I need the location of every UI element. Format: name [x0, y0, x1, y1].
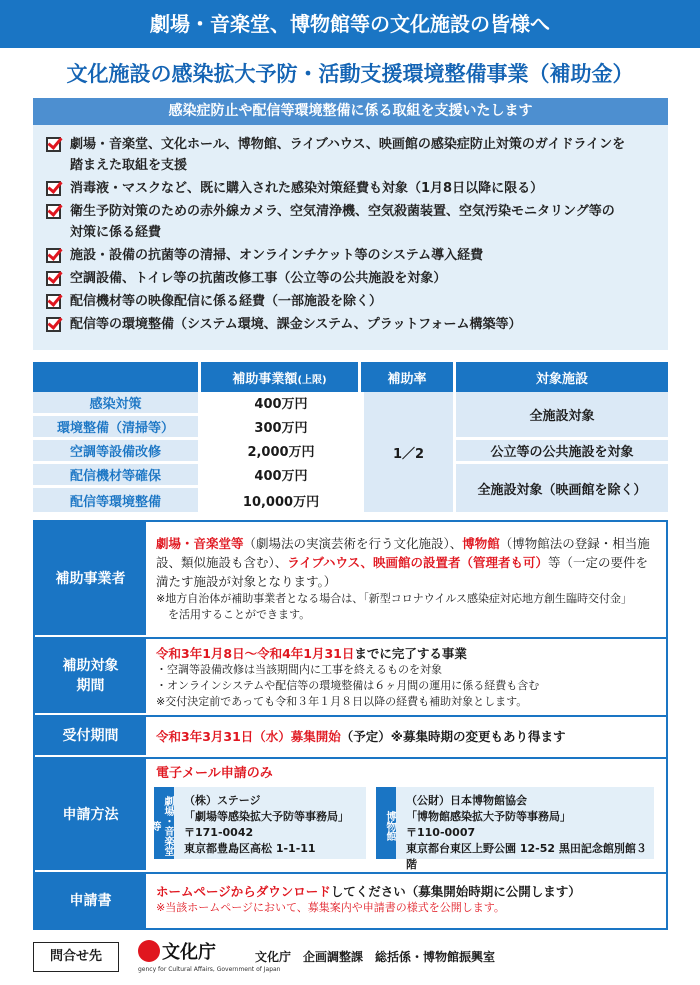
museum-contact: 博物館 （公財）日本博物館協会 「博物館感染拡大予防等事務局」 〒110-0007 東京都台東区上野公園 12-52 黒田記念館別館３階: [376, 787, 654, 859]
amount-cell: 400万円: [201, 464, 361, 488]
method-row: [35, 759, 666, 874]
feature-item-cont: 踏まえた取組を支援: [70, 158, 188, 173]
target-cell: 公立等の公共施設を対象: [456, 440, 668, 464]
feature-item: 衛生予防対策のための赤外線カメラ、空気清浄機、空気殺菌装置、空気汚染モニタリング等の: [46, 201, 668, 222]
category-cell: 空調等設備改修: [33, 440, 201, 464]
theater-contact: 劇場・音楽堂等 （株）ステージ 「劇場等感染拡大予防等事務局」 〒171-0042 東京都豊島区高松 1-1-11: [154, 787, 366, 859]
form-label: 申請書: [35, 874, 146, 928]
checkbox-icon: [46, 137, 61, 152]
amount-cell: 10,000万円: [242, 494, 320, 510]
checkbox-icon: [46, 294, 61, 309]
checkbox-icon: [46, 248, 61, 263]
period-body: 令和3年1月8日～令和4年1月31日までに完了する事業 ・空調等設備改修は当該期間内に工事を終えるものを対象 ・オンラインシステムや配信等の環境整備は６ヶ月間の運用に係る経費も含む ※交付決定前であっても令和３年１月８日以降の経費も補助対象とします。: [156, 646, 540, 708]
operator-note: ※地方自治体が補助事業者となる場合は、「新型コロナウイルス感染症対応地方創生臨時交付金」 を活用することができます。: [156, 592, 633, 621]
contact-label: 問合せ先: [33, 942, 119, 972]
method-body: 電子メール申請のみ 劇場・音楽堂等 （株）ステージ 「劇場等感染拡大予防等事務局」 〒171-0042 東京都豊島区高松 1-1-11 博物館 （公財）日本博物館協会 「博物館感染拡大予防等事務局」 〒110-0007 東京都台東区上野公園 12-52 黒田記念館別館３階: [146, 759, 666, 872]
feature-item: 消毒液・マスクなど、既に購入された感染対策経費も対象（1月8日以降に限る）: [46, 178, 668, 199]
details-panel: [33, 520, 668, 930]
period-row: [35, 639, 666, 717]
form-body: ホームページからダウンロードしてください（募集開始時期に公開します） ※当該ホームページにおいて、募集案内や申請書の様式を公開します。: [156, 884, 581, 914]
feature-list: [33, 125, 668, 335]
reception-label: 受付期間: [35, 717, 146, 757]
category-cell: 環境整備（清掃等）: [33, 416, 201, 440]
amount-cell: 300万円: [201, 416, 361, 440]
operator-body: 劇場・音楽堂等（劇場法の実演芸術を行う文化施設）、博物館（博物館法の登録・相当施 設、類似施設も含む）、ライブハウス、映画館の設置者（管理者も可）等（一定の要件を 満たす施設が対象となります。） ※地方自治体が補助事業者となる場合は、「新型コロナウイルス感染症対応地方創生臨時交付金」 を活用することができます。: [146, 522, 666, 637]
header-rate: 補助率: [361, 362, 456, 392]
operator-label: 補助事業者: [35, 522, 146, 637]
target-cell: 全施設対象（映画館を除く）: [456, 464, 668, 512]
header-target: 対象施設: [456, 362, 668, 392]
feature-item: 劇場・音楽堂、文化ホール、博物館、ライブハウス、映画館の感染症防止対策のガイドラインを: [46, 134, 668, 155]
checkbox-icon: [46, 204, 61, 219]
theater-tag: 劇場・音楽堂等: [154, 787, 174, 859]
checkbox-icon: [46, 317, 61, 332]
agency-logo: 文化庁 gency for Cultural Affairs, Government of Japan: [138, 942, 281, 973]
table-row: [33, 464, 668, 488]
features-heading: 感染症防止や配信等環境整備に係る取組を支援いたします: [33, 98, 668, 125]
feature-item: 空調設備、トイレ等の抗菌改修工事（公立等の公共施設を対象）: [46, 268, 668, 289]
operator-row: [35, 522, 666, 639]
form-row: [35, 874, 666, 928]
category-cell: 感染対策: [33, 392, 201, 416]
reception-row: [35, 717, 666, 759]
amount-cell: 400万円: [201, 392, 361, 416]
features-box: [33, 98, 668, 350]
header-blank: [33, 362, 201, 392]
museum-tag: 博物館: [376, 787, 396, 859]
contact-text: 文化庁 企画調整課 総括係・博物館振興室: [255, 950, 496, 964]
checkbox-icon: [46, 181, 61, 196]
feature-item-cont: 対策に係る経費: [70, 225, 162, 240]
period-label: 補助対象 期間: [35, 639, 146, 715]
top-banner: 劇場・音楽堂、博物館等の文化施設の皆様へ: [0, 0, 700, 48]
rate-cell: 1／2: [361, 392, 456, 512]
logo-mark-icon: [138, 940, 160, 962]
rate-table: [33, 362, 668, 512]
checkbox-icon: [46, 271, 61, 286]
reception-body: 令和3年3月31日（水）募集開始（予定）※募集時期の変更もあり得ます: [156, 729, 566, 744]
feature-item: 配信等の環境整備（システム環境、課金システム、プラットフォーム構築等）: [46, 314, 668, 335]
table-row: [33, 440, 668, 464]
method-label: 申請方法: [35, 759, 146, 872]
target-cell: 全施設対象: [456, 392, 668, 440]
header-amount: 補助事業額(上限): [201, 362, 361, 392]
category-cell: 配信機材等確保: [33, 464, 201, 488]
table-row: [33, 392, 668, 416]
main-title: 文化施設の感染拡大予防・活動支援環境整備事業（補助金）: [66, 62, 634, 86]
amount-cell: 2,000万円: [201, 440, 361, 464]
category-cell: 配信等環境整備: [33, 488, 201, 512]
feature-item: 配信機材等の映像配信に係る経費（一部施設を除く）: [46, 291, 668, 312]
feature-item: 施設・設備の抗菌等の清掃、オンラインチケット等のシステム導入経費: [46, 245, 668, 266]
